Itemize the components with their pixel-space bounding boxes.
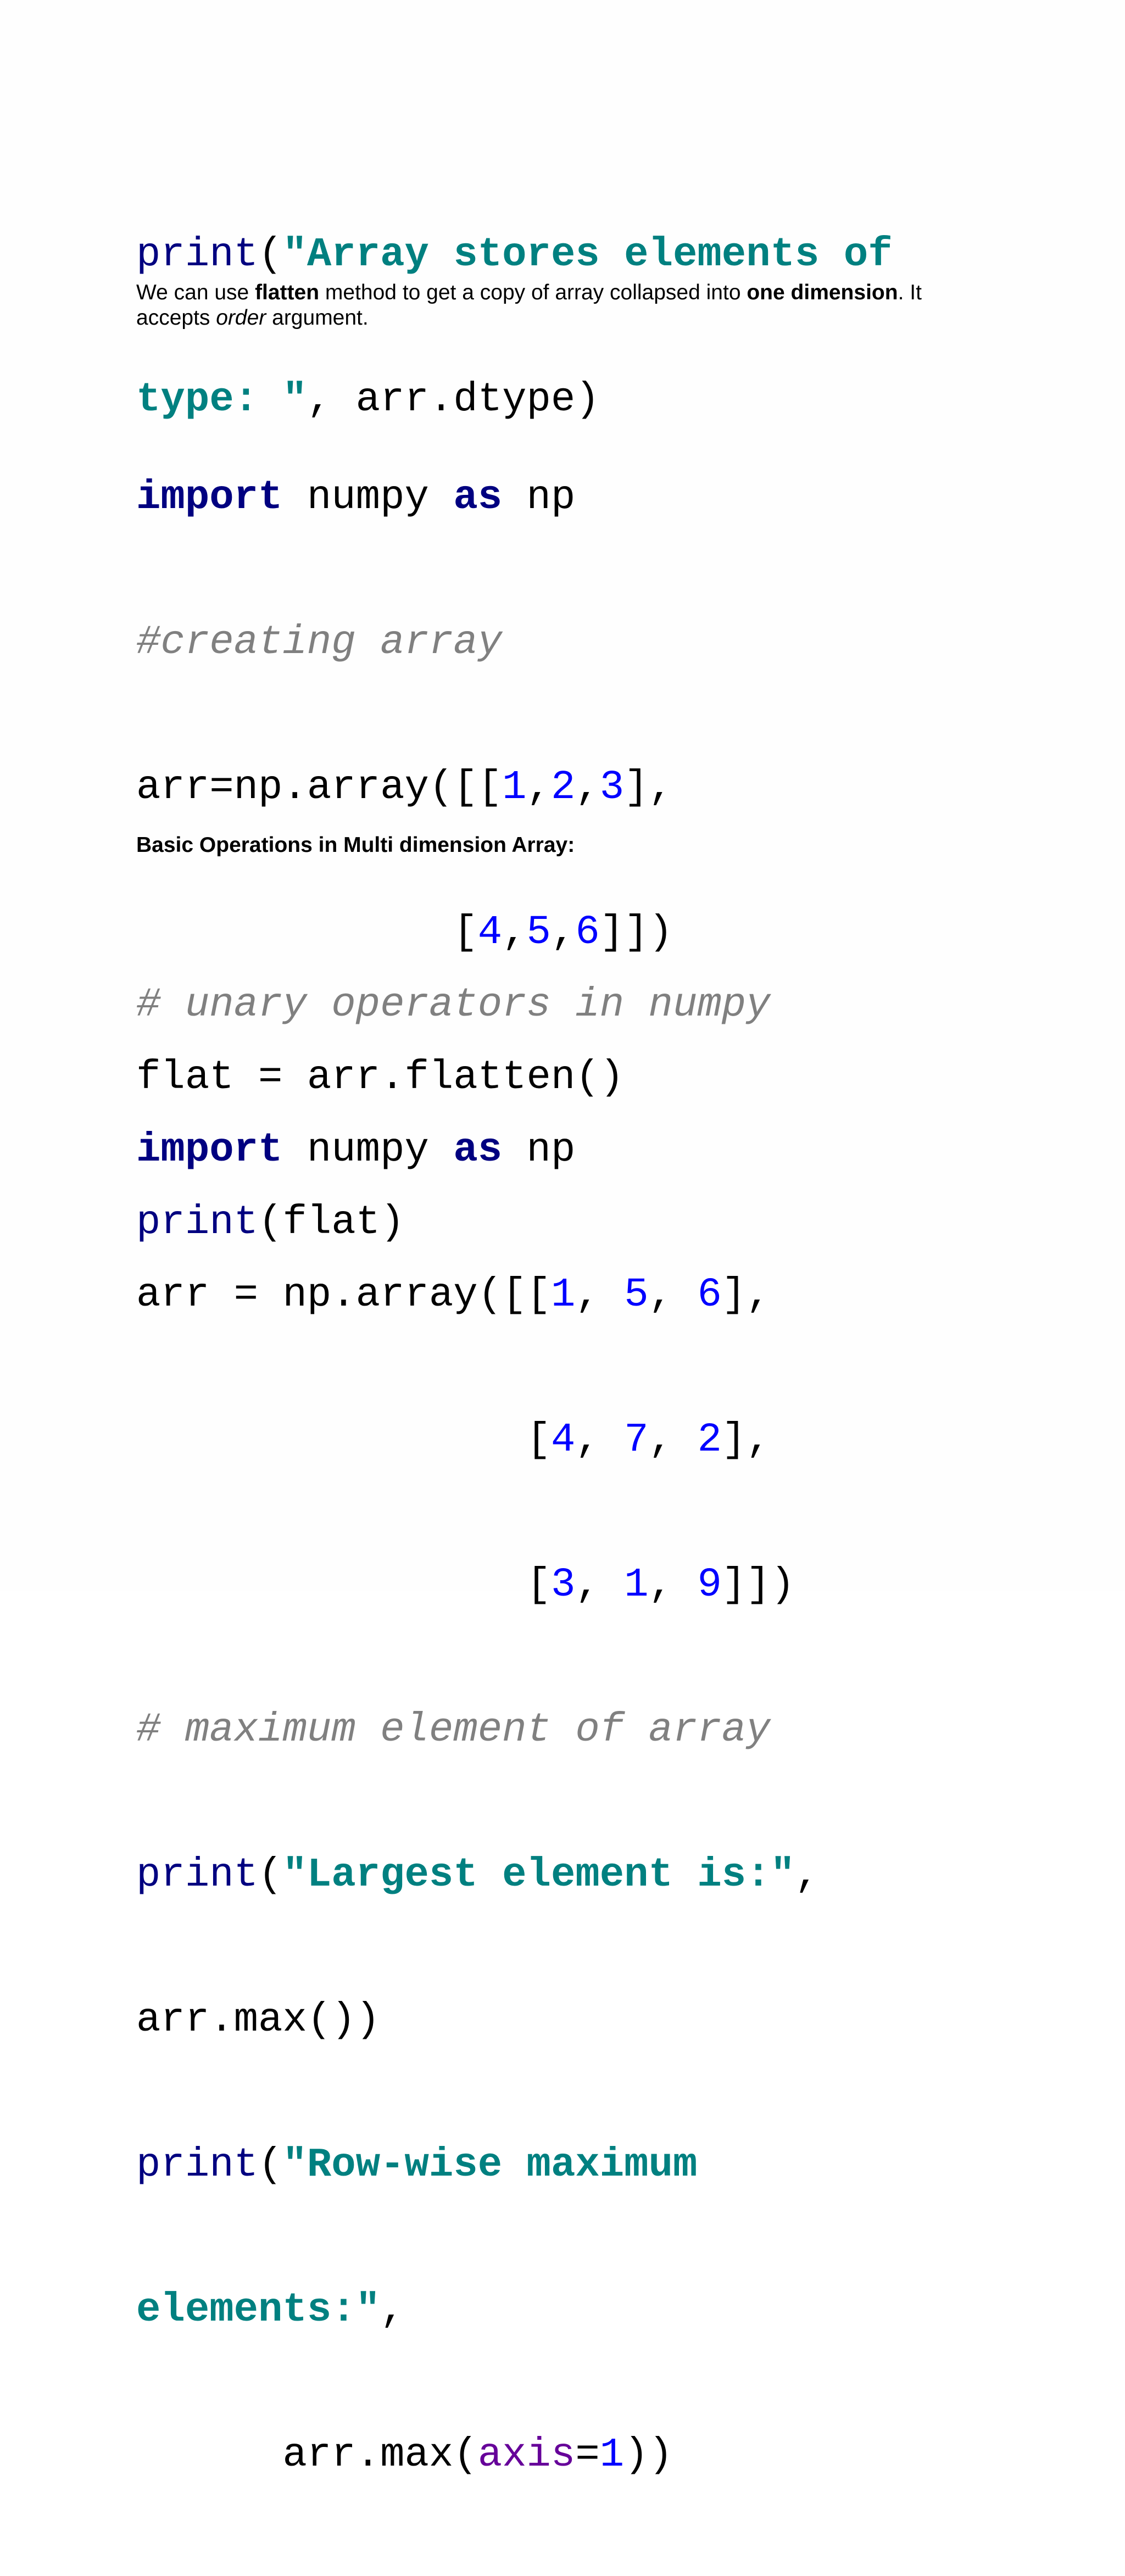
section-heading: Basic Operations in Multi dimension Array:: [136, 833, 575, 857]
code-line: [4,5,6]]): [136, 910, 673, 956]
code-line: flat = arr.flatten(): [136, 1055, 625, 1101]
code-line: [136, 618, 673, 667]
code-line: arr.max(axis=1)): [136, 2432, 673, 2478]
print-builtin: print: [136, 1200, 259, 1246]
code-line: print(flat): [136, 1200, 405, 1246]
string-literal: "Array stores elements of: [282, 232, 893, 278]
code-line: [4, 7, 2],: [136, 1417, 771, 1463]
code-line: [136, 981, 819, 1029]
print-builtin: print: [136, 2142, 259, 2188]
keyword-argument: axis: [477, 2432, 576, 2478]
code-line: print("Array stores elements of: [136, 232, 893, 278]
code-line: import numpy as np: [136, 1127, 576, 1173]
string-literal: "Row-wise maximum: [282, 2142, 698, 2188]
code-line: [136, 1706, 819, 1754]
code-line: print("Row-wise maximum: [136, 2142, 698, 2188]
code-line: arr = np.array([[1, 5, 6],: [136, 1272, 771, 1318]
string-literal: type: ": [136, 377, 307, 423]
code-line: type: ", arr.dtype): [136, 377, 600, 423]
code-block-unary-ops: [136, 884, 819, 2576]
code-line: elements:",: [136, 2287, 405, 2333]
code-comment: # unary operators in numpy: [136, 982, 771, 1028]
print-builtin: print: [136, 1852, 259, 1898]
string-literal: elements:": [136, 2287, 381, 2333]
as-keyword: as: [453, 475, 503, 521]
code-comment: # maximum element of array: [136, 1707, 771, 1753]
code-line: arr.max()): [136, 1997, 381, 2043]
code-line: print("Largest element is:",: [136, 1852, 820, 1898]
print-builtin: print: [136, 232, 259, 278]
flatten-description: We can use flatten method to get a copy of array collapsed into one dimension. It accepts order argument.: [136, 281, 922, 330]
import-keyword: import: [136, 1127, 283, 1173]
code-line: arr=np.array([[1,2,3],: [136, 765, 673, 811]
import-keyword: import: [136, 475, 283, 521]
string-literal: "Largest element is:": [282, 1852, 795, 1898]
code-comment: #creating array: [136, 620, 503, 666]
code-line: [3, 1, 9]]): [136, 1562, 795, 1608]
as-keyword: as: [453, 1127, 503, 1173]
code-line: import numpy as np: [136, 475, 576, 521]
